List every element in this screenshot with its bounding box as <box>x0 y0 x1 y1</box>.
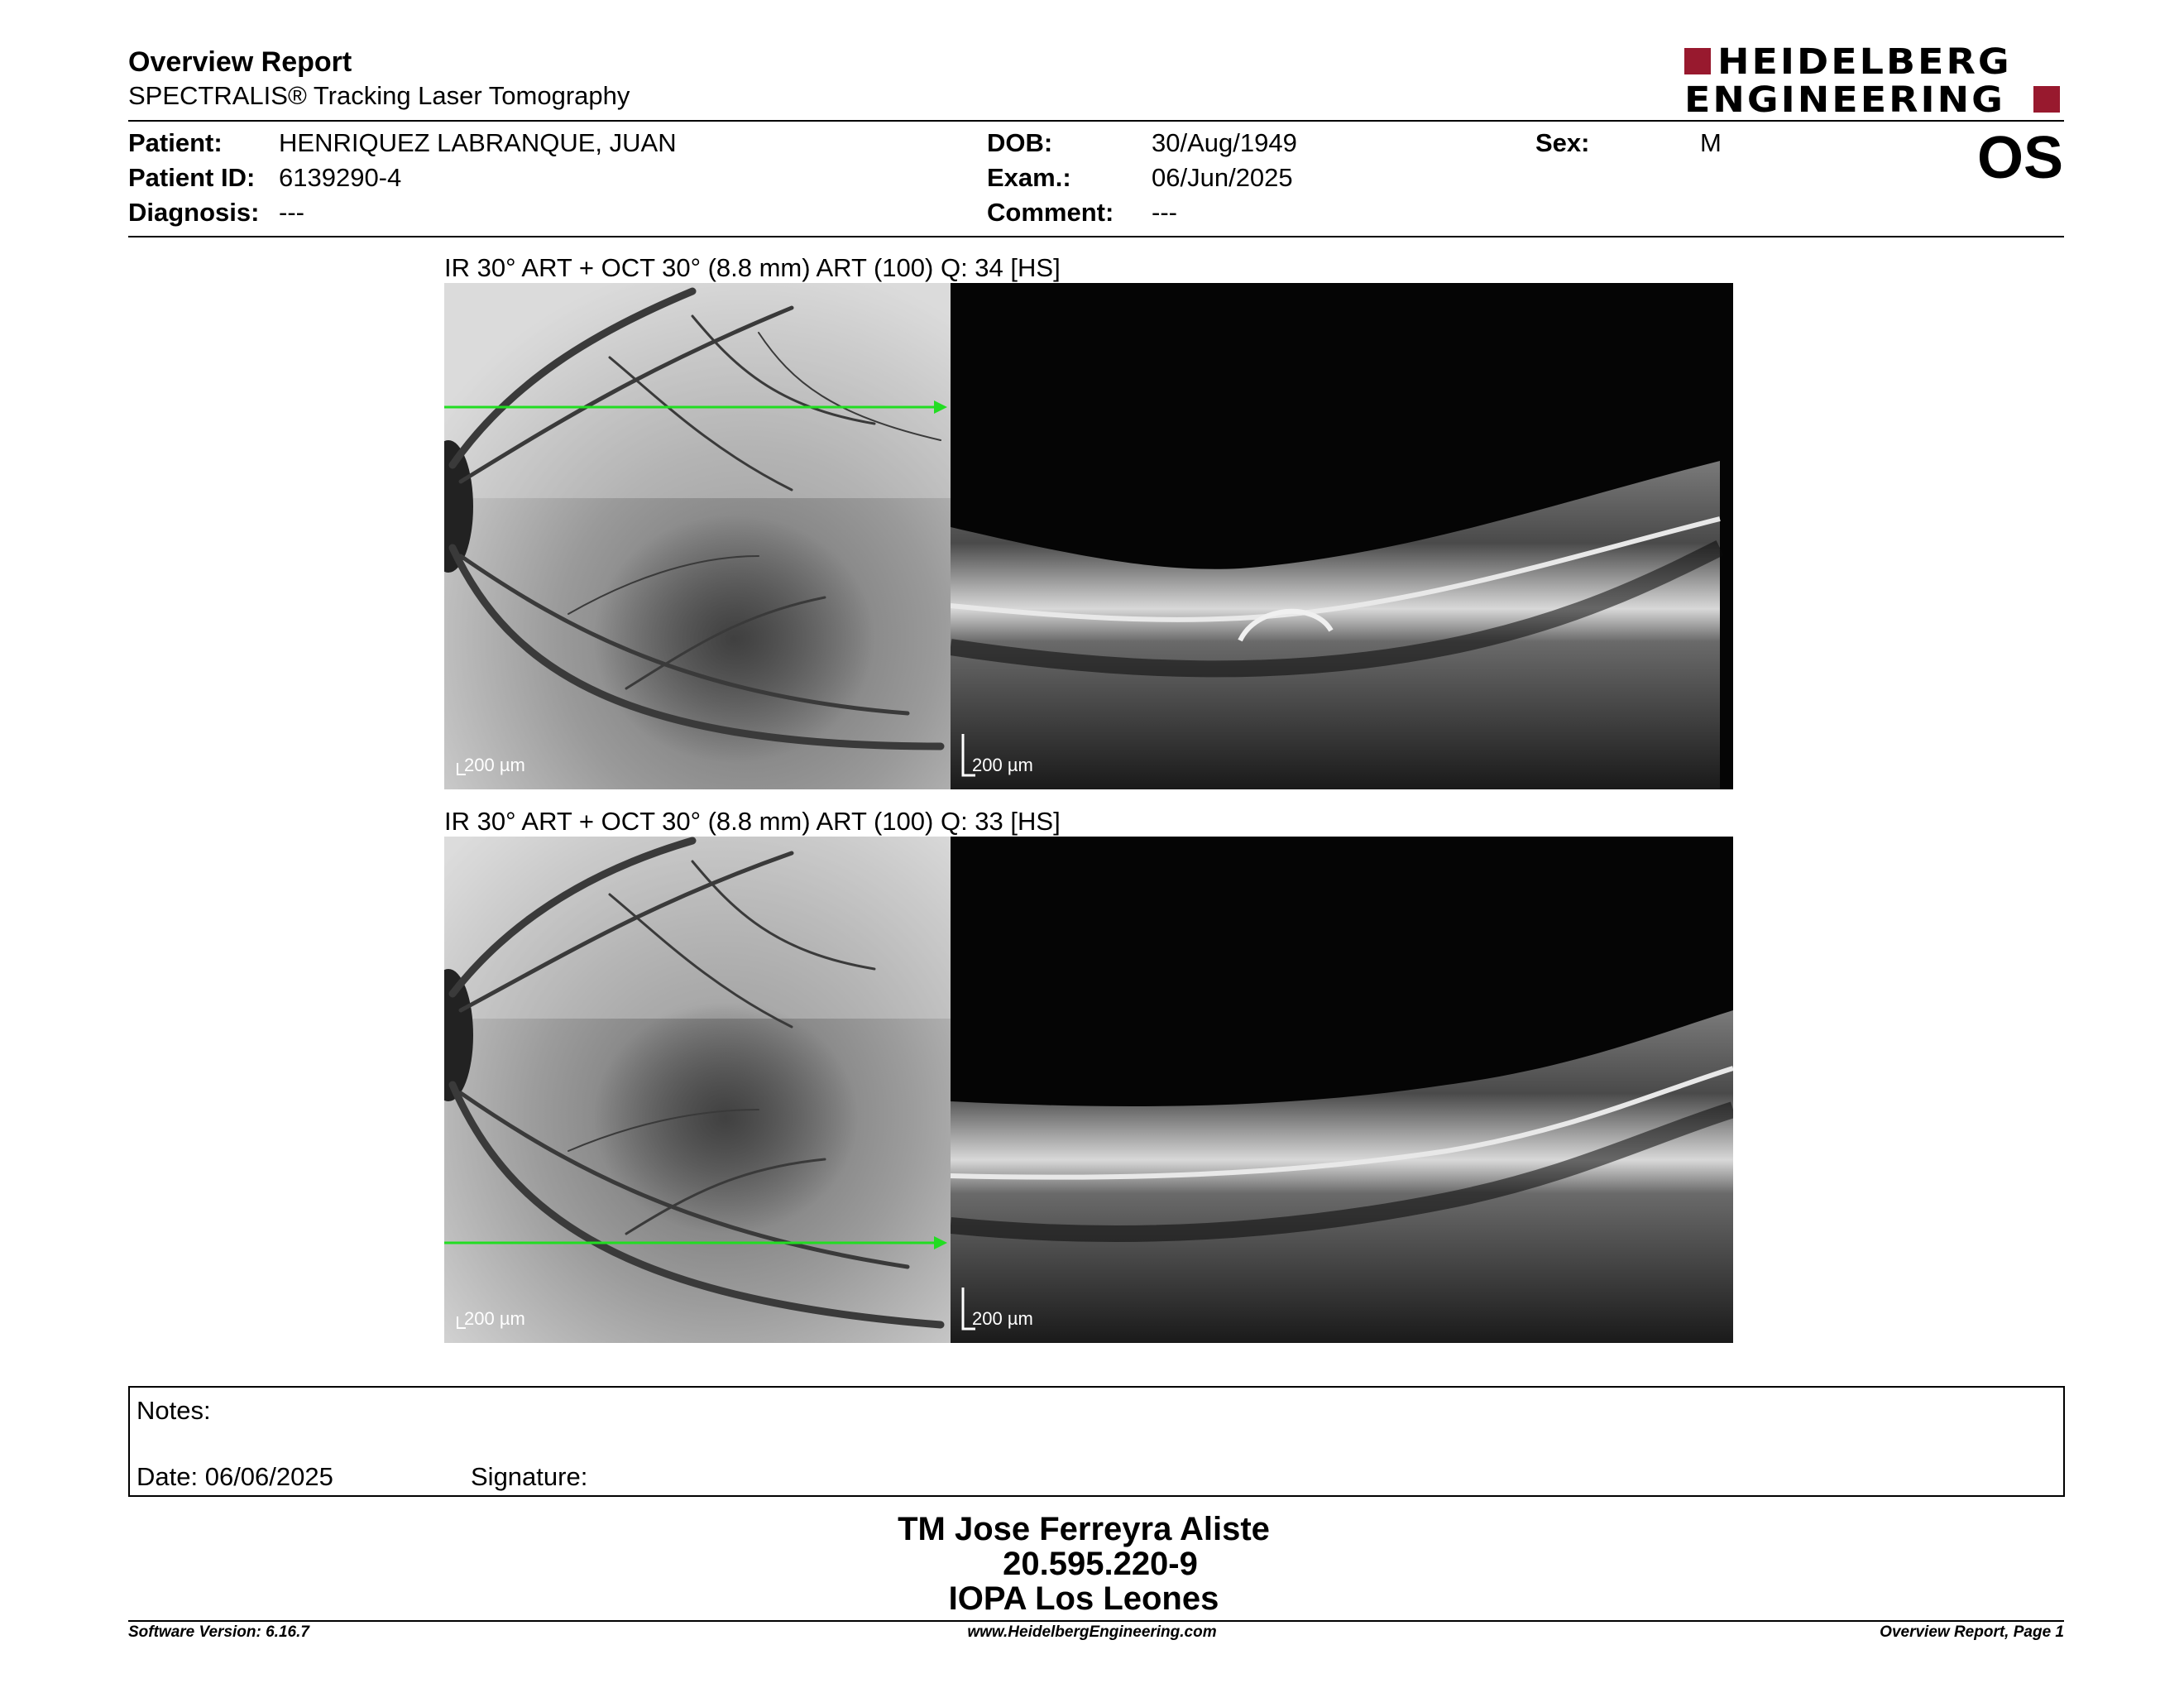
oct-scale-label: 200 µm <box>972 1308 1033 1329</box>
technician-rut: 20.595.220-9 <box>1003 1546 1198 1582</box>
website-link[interactable]: www.HeidelbergEngineering.com <box>967 1623 1217 1641</box>
diagnosis-label: Diagnosis: <box>128 198 260 227</box>
sex-label: Sex: <box>1535 128 1590 157</box>
sex-value: M <box>1700 128 1722 157</box>
comment-value: --- <box>1152 198 1177 227</box>
exam-label: Exam.: <box>987 163 1071 192</box>
oct-bscan-image <box>951 283 1733 789</box>
notes-date: Date: 06/06/2025 <box>136 1462 333 1491</box>
notes-label: Notes: <box>136 1396 211 1425</box>
eye-laterality: OS <box>1976 125 2063 191</box>
institution-name: IOPA Los Leones <box>948 1580 1219 1617</box>
diagnosis-value: --- <box>279 198 304 227</box>
header-divider <box>128 120 2064 122</box>
report-subtitle: SPECTRALIS® Tracking Laser Tomography <box>128 81 630 110</box>
patient-label: Patient: <box>128 128 223 157</box>
scan-title: IR 30° ART + OCT 30° (8.8 mm) ART (100) Q: 33 [HS] <box>444 807 1061 836</box>
fundus-image <box>444 283 951 789</box>
fundus-scale-label: 200 µm <box>464 755 525 775</box>
exam-value: 06/Jun/2025 <box>1152 163 1293 192</box>
patient-id-label: Patient ID: <box>128 163 256 192</box>
signature-label: Signature: <box>471 1462 588 1491</box>
dob-label: DOB: <box>987 128 1053 157</box>
patient-divider <box>128 236 2064 237</box>
patient-name: HENRIQUEZ LABRANQUE, JUAN <box>279 128 677 157</box>
footer-divider <box>128 1620 2064 1622</box>
logo-line-2: ENGINEERING <box>1684 79 2005 121</box>
patient-id: 6139290-4 <box>279 163 402 192</box>
scan-title: IR 30° ART + OCT 30° (8.8 mm) ART (100) Q: 34 [HS] <box>444 253 1061 282</box>
fundus-scale-label: 200 µm <box>464 1308 525 1329</box>
comment-label: Comment: <box>987 198 1114 227</box>
oct-scale-label: 200 µm <box>972 755 1033 775</box>
logo-line-1: HEIDELBERG <box>1717 41 2012 83</box>
technician-name: TM Jose Ferreyra Aliste <box>898 1511 1270 1547</box>
report-title: Overview Report <box>128 46 352 78</box>
page-number: Overview Report, Page 1 <box>1880 1623 2064 1641</box>
notes-box <box>128 1386 2065 1497</box>
oct-bscan-image <box>951 837 1733 1343</box>
fundus-image <box>444 837 951 1343</box>
dob-value: 30/Aug/1949 <box>1152 128 1297 157</box>
logo-block-icon <box>1684 48 1711 74</box>
logo-block-icon <box>2033 86 2060 113</box>
software-version: Software Version: 6.16.7 <box>128 1623 309 1641</box>
